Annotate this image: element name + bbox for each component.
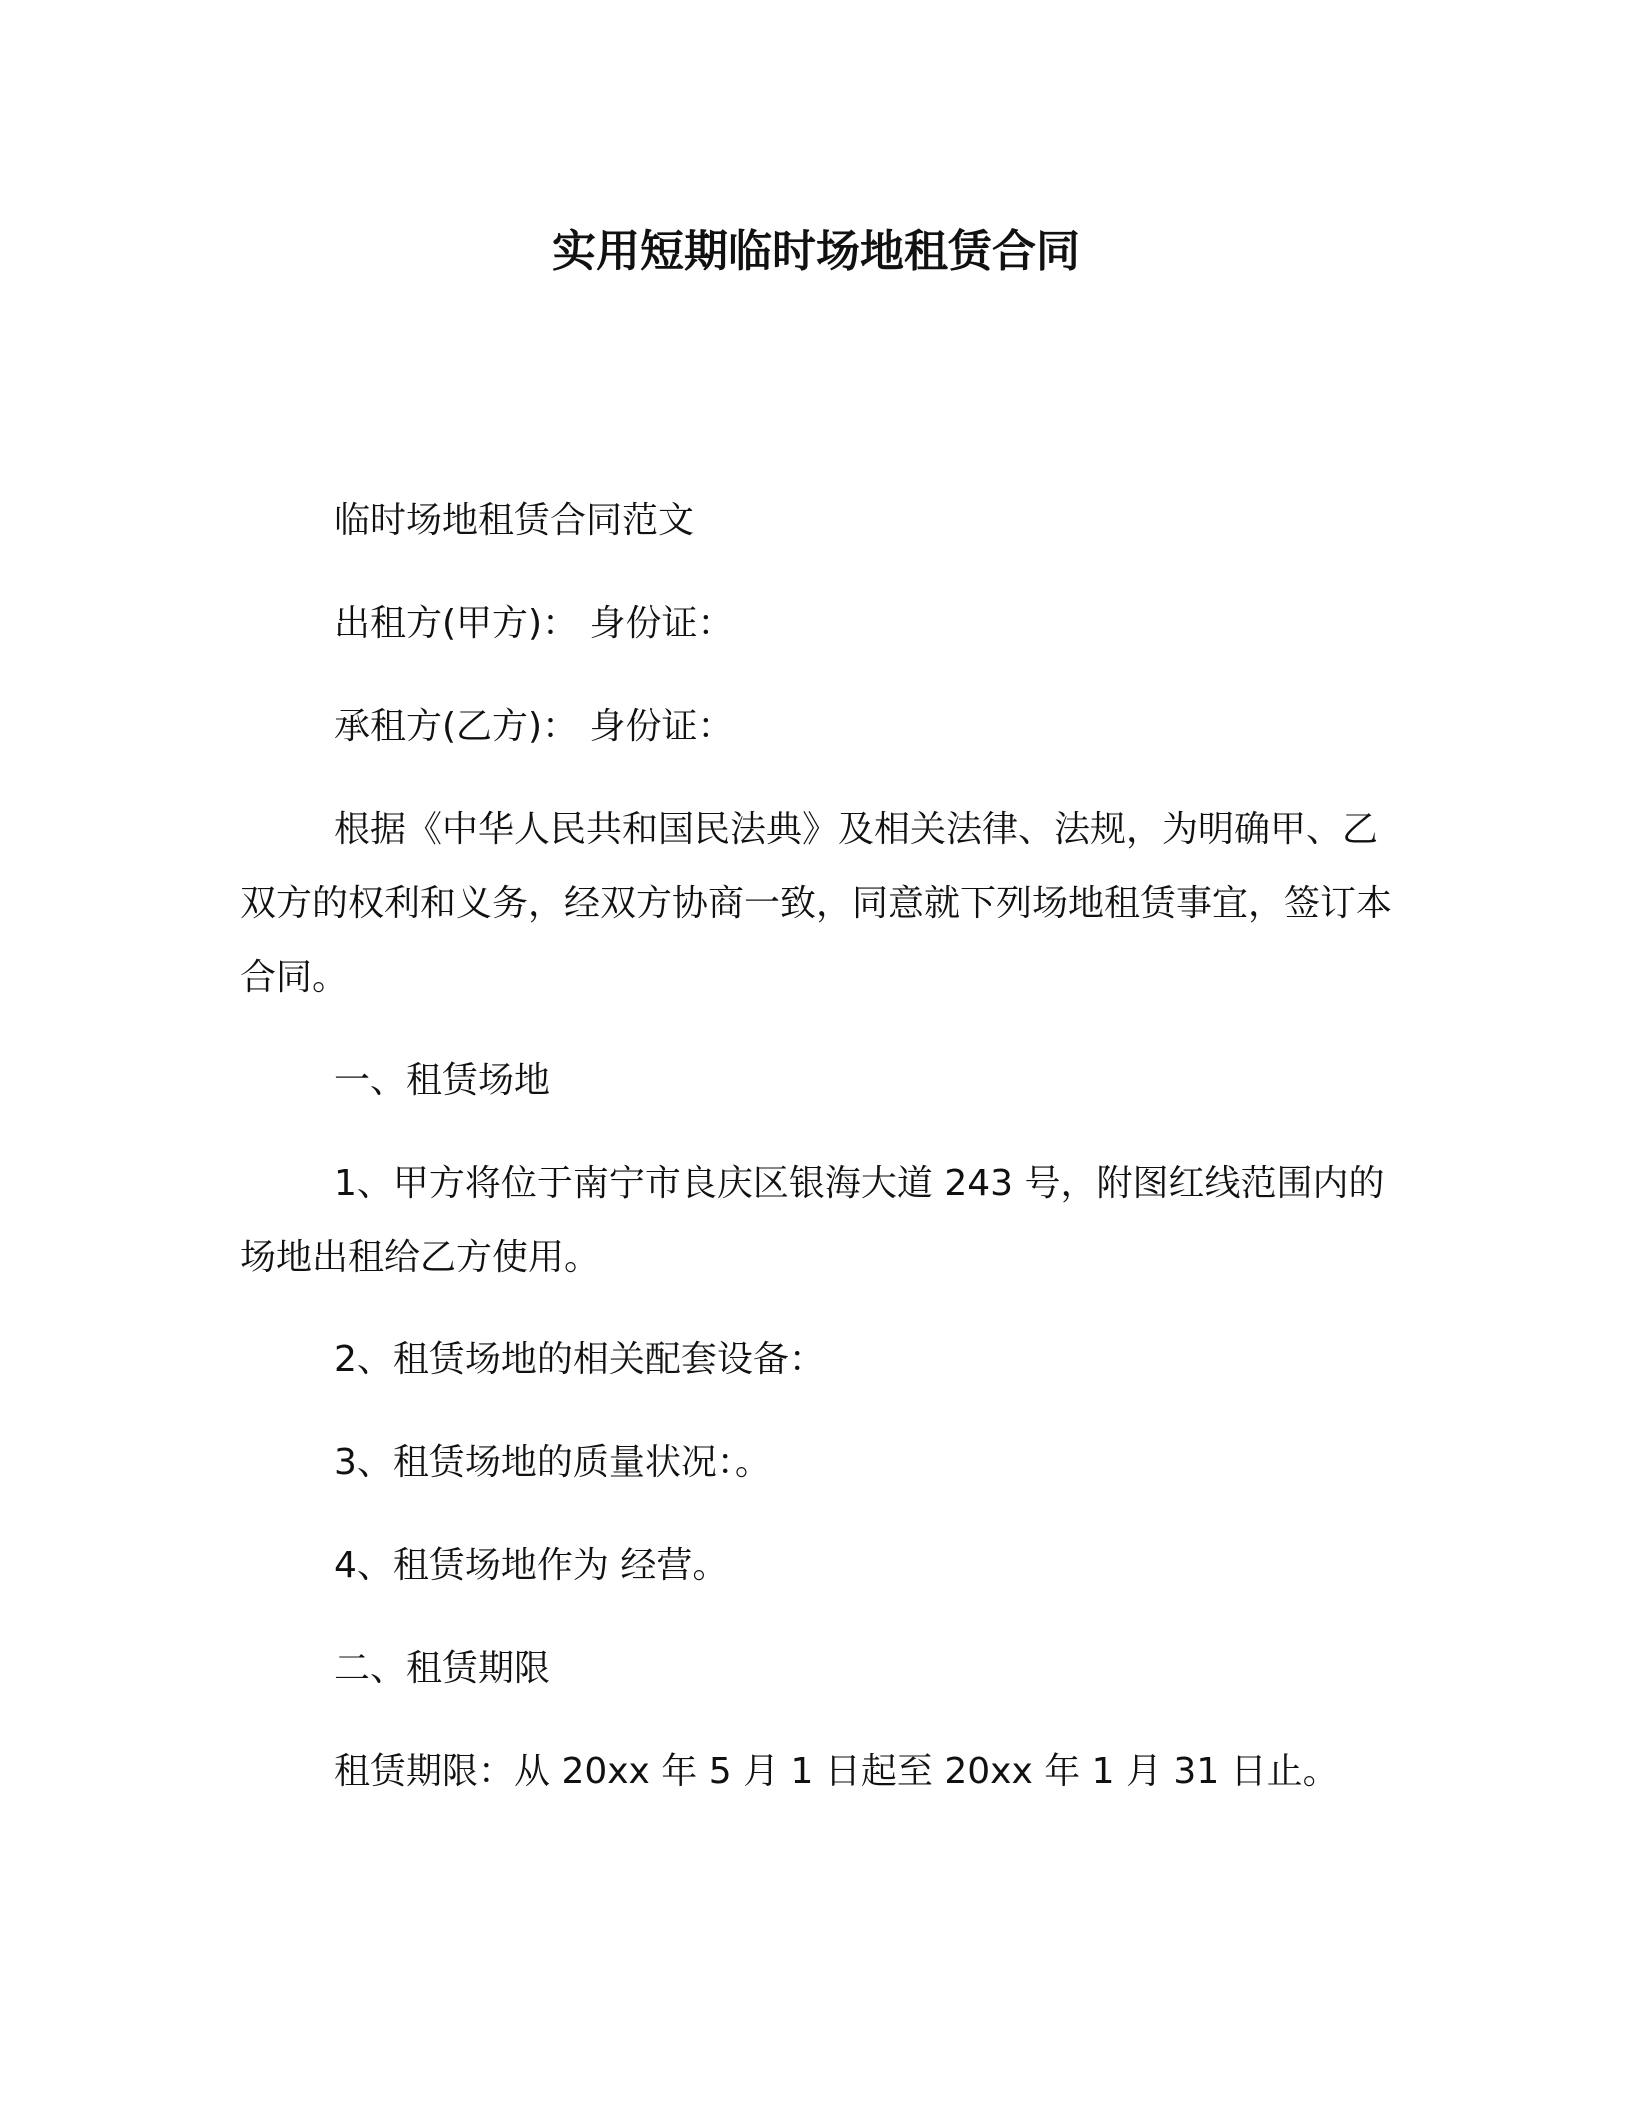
section-heading-lease-term: 二、租赁期限: [334, 1648, 551, 1689]
paragraph-template-title: 临时场地租赁合同范文: [334, 500, 695, 541]
section-heading-leased-site: 一、租赁场地: [334, 1060, 551, 1101]
clause-1-location: 1、甲方将位于南宁市良庆区银海大道 243 号，附图红线范围内的场地出租给乙方使用。: [240, 1163, 1385, 1278]
paragraph-preamble: 根据《中华人民共和国民法典》及相关法律、法规，为明确甲、乙双方的权利和义务，经双方协商一致，同意就下列场地租赁事宜，签订本合同。: [240, 809, 1393, 998]
clause-lease-term: 租赁期限：从 20xx 年 5 月 1 日起至 20xx 年 1 月 31 日止。: [334, 1751, 1339, 1792]
paragraph-lessor: 出租方(甲方)： 身份证：: [334, 603, 734, 644]
document-title: 实用短期临时场地租赁合同: [552, 226, 1080, 277]
paragraph-lessee: 承租方(乙方)： 身份证：: [334, 706, 734, 747]
clause-2-equipment: 2、租赁场地的相关配套设备：: [334, 1339, 825, 1380]
clause-3-quality: 3、租赁场地的质量状况：。: [334, 1442, 771, 1483]
clause-4-usage: 4、租赁场地作为 经营。: [334, 1545, 729, 1586]
